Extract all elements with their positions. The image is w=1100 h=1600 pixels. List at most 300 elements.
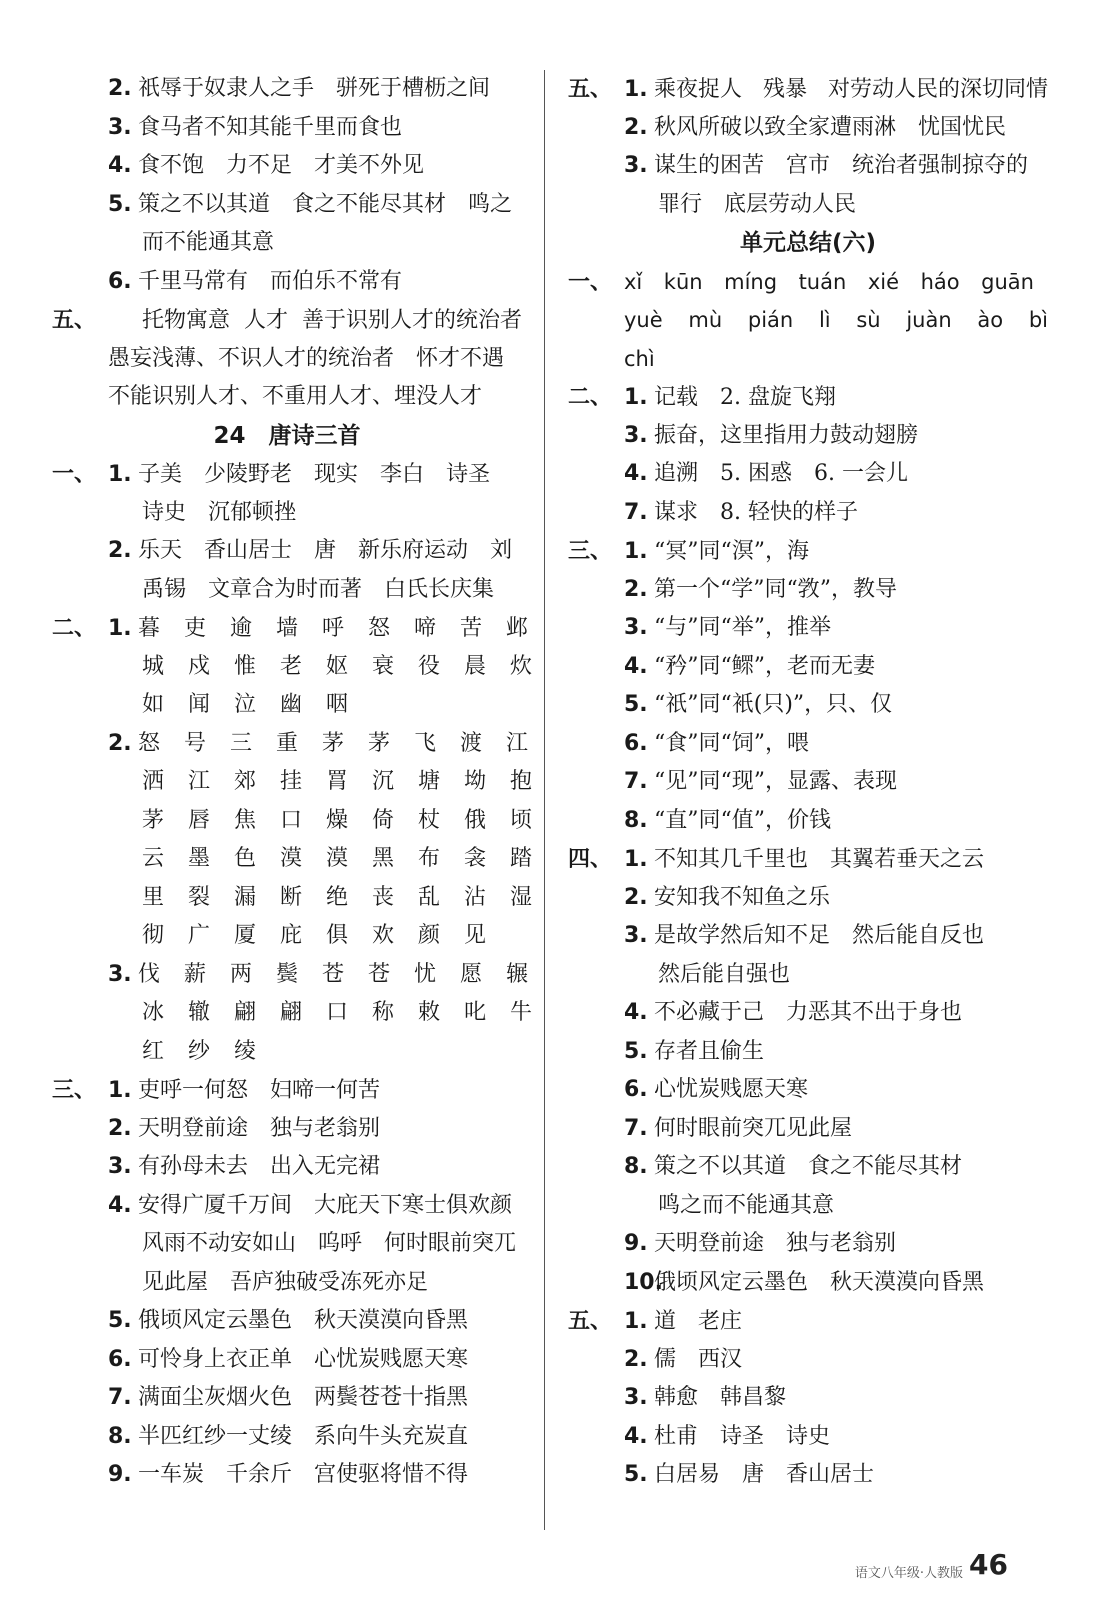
char-cell: 愿: [460, 961, 483, 987]
item-number: 7.: [624, 1115, 648, 1141]
answer-text: 老庄: [698, 1309, 743, 1334]
char-cell: 绫: [234, 1038, 257, 1064]
char-cell: 口: [280, 807, 303, 833]
answer-text: 西汉: [698, 1346, 743, 1372]
answer-text: 2. 盘旋飞翔: [720, 385, 836, 410]
answer-line: [568, 571, 1048, 610]
char-cell: 江: [506, 730, 529, 756]
char-cell: 苍: [322, 961, 345, 987]
pinyin-list: [624, 340, 1048, 379]
answer-text: 5. 困惑: [720, 461, 792, 486]
answer-line: [568, 1225, 1048, 1264]
answer-line: [52, 186, 522, 225]
answer-text: 俄顷风定云墨色: [138, 1308, 293, 1333]
item-number: 7.: [624, 499, 648, 525]
answer-text: 力不足: [226, 153, 293, 178]
answer-text: 何时眼前突兀见此屋: [654, 1115, 853, 1141]
pinyin: xié: [867, 269, 900, 294]
answer-line: [568, 840, 1048, 879]
item-number: 3.: [624, 422, 648, 448]
char-cell: 飞: [414, 730, 437, 756]
char-cell: 衾: [464, 846, 487, 871]
item-number: 3.: [108, 1154, 132, 1179]
char-cell: 布: [418, 846, 441, 871]
char-cell: 里: [142, 884, 165, 910]
item-number: 4.: [108, 1192, 132, 1218]
answer-line: [568, 417, 1048, 456]
char-cell: 忧: [414, 961, 437, 987]
answer-text: 刘: [490, 538, 513, 563]
item-number: 5.: [108, 191, 132, 217]
char-cell: 俄: [464, 807, 487, 833]
answer-text: 第一个“学”同“敩”，教导: [654, 576, 897, 602]
item-number: 2.: [108, 538, 132, 563]
answer-text: 而不能通其意: [142, 230, 275, 255]
answer-line: [52, 263, 522, 302]
answer-text: 风雨不动安如山: [142, 1231, 297, 1256]
char-cell: 洒: [142, 769, 165, 794]
item-number: 1.: [108, 462, 132, 487]
answer-text: 统治者强制掠夺的: [852, 153, 1029, 178]
page-footer: [855, 1548, 1008, 1581]
char-grid: [142, 763, 556, 802]
item-number: 6.: [108, 1346, 132, 1372]
answer-line: [568, 725, 1048, 764]
pinyin: ào: [977, 308, 1004, 332]
answer-text: 天明登前途: [654, 1231, 765, 1256]
answer-text: 沉郁顿挫: [208, 499, 297, 525]
char-cell: 踏: [510, 846, 533, 871]
answer-text: 策之不以其道: [138, 191, 271, 217]
char-cell: 薪: [184, 961, 207, 987]
answer-line: [568, 1302, 1048, 1341]
answer-text: 不能识别人才、不重用人才、埋没人才: [108, 384, 483, 409]
section-label: 一、: [52, 461, 97, 487]
answer-text: 愚妄浅薄、不识人才的统治者: [108, 345, 395, 371]
answer-line: [52, 224, 522, 263]
char-row: [52, 1033, 522, 1072]
answer-text: 心忧炭贱愿天寒: [314, 1346, 469, 1372]
pinyin: juàn: [906, 308, 952, 332]
char-grid: [142, 840, 556, 879]
answer-text: 忧国忧民: [918, 114, 1007, 140]
answer-text: 李白: [380, 462, 425, 487]
char-cell: 广: [188, 923, 211, 948]
char-cell: 怒: [368, 616, 391, 641]
item-number: 6.: [624, 1077, 648, 1102]
answer-line: [568, 455, 1048, 494]
answer-text: 安知我不知鱼之乐: [654, 884, 831, 910]
char-cell: 漠: [280, 846, 303, 871]
answer-text: 两鬓苍苍十指黑: [314, 1385, 469, 1410]
char-grid: [142, 994, 556, 1033]
char-cell: 茅: [322, 730, 345, 756]
answer-line: [568, 147, 1048, 186]
char-row: [52, 763, 533, 802]
answer-text: 一车炭: [138, 1462, 205, 1487]
answer-text: “矜”同“鳏”，老而无妻: [654, 653, 875, 679]
answer-text: 禹锡: [142, 576, 187, 602]
char-grid: [142, 686, 372, 725]
char-cell: 鬓: [276, 961, 299, 987]
pinyin: xǐ: [624, 269, 643, 294]
answer-line: [568, 1456, 1048, 1495]
answer-line: [568, 1033, 1048, 1072]
char-cell: 塘: [418, 769, 441, 794]
pinyin: kūn: [663, 269, 703, 294]
answer-text: 白居易: [654, 1462, 721, 1487]
answer-text: 俄顷风定云墨色: [654, 1269, 809, 1295]
lesson-title: 24 唐诗三首: [213, 422, 361, 449]
char-cell: 云: [142, 846, 165, 871]
left-column: [52, 70, 533, 1495]
char-cell: 沾: [464, 884, 487, 910]
answer-text: 天明登前途: [138, 1115, 249, 1141]
answer-text: 文章合为时而著: [208, 576, 363, 602]
answer-text: 然后能自强也: [658, 961, 791, 987]
answer-text: 唐: [742, 1462, 765, 1487]
answer-text: 妇啼一何苦: [270, 1078, 381, 1103]
answer-line: [568, 686, 1048, 725]
answer-text: 宫市: [786, 153, 831, 178]
item-number: 6.: [108, 268, 132, 294]
pinyin: háo: [920, 269, 960, 294]
item-number: 4.: [624, 1423, 648, 1449]
char-cell: 裂: [188, 884, 211, 910]
item-number: 2.: [108, 76, 132, 101]
char-cell: 叱: [464, 1000, 487, 1025]
char-cell: 炊: [510, 653, 533, 679]
char-cell: 颜: [418, 923, 441, 948]
page-number: 46: [969, 1548, 1008, 1581]
item-number: 3.: [624, 1385, 648, 1410]
answer-line: [568, 802, 1048, 841]
answer-text: 道: [654, 1309, 677, 1334]
pinyin: pián: [747, 308, 794, 332]
item-number: 10.: [624, 1269, 663, 1295]
item-number: 3.: [108, 114, 132, 140]
answer-text: 对劳动人民的深切同情: [827, 77, 1048, 102]
item-number: 2.: [108, 730, 132, 756]
answer-line: [52, 1341, 522, 1380]
char-cell: 黑: [372, 846, 395, 871]
answer-line: [52, 1110, 522, 1149]
char-cell: 漠: [326, 846, 349, 871]
section-label: 四、: [568, 846, 613, 872]
answer-text: 少陵野老: [204, 462, 293, 487]
answer-line: [52, 1456, 522, 1495]
char-cell: 泣: [234, 692, 257, 717]
item-number: 8.: [624, 807, 648, 833]
answer-text: 追溯: [654, 461, 699, 486]
char-cell: 燥: [326, 807, 349, 833]
answer-text: 出入无完裙: [270, 1154, 381, 1179]
answer-text: 记载: [654, 385, 699, 410]
pinyin-row: [568, 301, 1048, 340]
char-grid: [138, 610, 552, 649]
section-label: 三、: [568, 538, 613, 564]
char-grid: [142, 917, 510, 956]
answer-text: 残暴: [762, 77, 807, 102]
section-label: 二、: [52, 615, 97, 641]
char-cell: 江: [188, 769, 211, 794]
item-number: 2.: [624, 576, 648, 602]
item-number: 1.: [624, 385, 648, 410]
answer-text: 鸣之: [468, 191, 513, 217]
pinyin: lì: [818, 308, 831, 332]
answer-text: 香山居士: [786, 1462, 875, 1487]
char-cell: 彻: [142, 923, 165, 948]
answer-text: 食之不能尽其材: [292, 191, 447, 217]
summary-title: 单元总结(六): [739, 230, 877, 256]
answer-text: “与”同“举”，推举: [654, 615, 831, 640]
item-number: 4.: [108, 153, 132, 178]
char-row: [52, 879, 533, 918]
answer-text: 诗圣: [720, 1423, 765, 1449]
item-number: 7.: [624, 769, 648, 794]
char-row: [52, 648, 533, 687]
answer-line: [52, 1264, 522, 1303]
char-cell: 抱: [510, 769, 533, 794]
item-number: 8.: [108, 1423, 132, 1449]
answer-text: 存者且偷生: [654, 1038, 765, 1064]
char-cell: 郊: [234, 769, 257, 794]
answer-line: [568, 917, 1048, 956]
answer-line: [568, 186, 1048, 225]
char-grid: [138, 956, 552, 995]
char-cell: 老: [280, 653, 303, 679]
answer-text: 谋生的困苦: [654, 153, 765, 178]
char-cell: 丧: [372, 884, 395, 910]
char-row: [52, 725, 529, 764]
answer-line: [52, 1379, 522, 1418]
char-row: [52, 802, 533, 841]
answer-text: 而伯乐不常有: [270, 268, 403, 294]
pinyin: tuán: [798, 269, 847, 294]
char-row: [52, 917, 522, 956]
char-cell: 茅: [368, 730, 391, 756]
char-cell: 苍: [368, 961, 391, 987]
answer-line: [52, 1071, 522, 1110]
answer-text: 千余斤: [226, 1462, 293, 1487]
item-number: 3.: [624, 615, 648, 640]
char-cell: 号: [184, 730, 207, 756]
char-cell: 墨: [188, 846, 211, 871]
item-number: 8.: [624, 1154, 648, 1179]
answer-text: “冥”同“溟”，海: [654, 539, 809, 564]
answer-text: 怀才不遇: [416, 345, 505, 371]
answer-text: 杜甫: [654, 1423, 699, 1449]
answer-line: [52, 340, 522, 379]
answer-text: 宫使驱将惜不得: [314, 1462, 469, 1487]
answer-text: 底层劳动人民: [724, 191, 857, 217]
answer-text: 人才: [243, 308, 288, 333]
answer-text: 秋天漠漠向昏黑: [830, 1269, 985, 1295]
char-cell: 绝: [326, 884, 349, 910]
answer-text: 不必藏于己: [654, 1000, 765, 1025]
char-grid: [138, 725, 552, 764]
char-cell: 罥: [326, 769, 349, 794]
right-column: [568, 70, 1048, 1495]
answer-text: 独与老翁别: [270, 1115, 381, 1141]
char-cell: 闻: [188, 692, 211, 717]
char-row: [52, 956, 529, 995]
answer-text: 不知其几千里也: [654, 847, 809, 872]
item-number: 7.: [108, 1385, 132, 1410]
item-number: 1.: [624, 847, 648, 872]
char-cell: 唇: [188, 807, 211, 833]
answer-text: “祇”同“衹(只)”，只、仅: [654, 692, 893, 717]
pinyin: chì: [624, 346, 655, 371]
answer-text: 罪行: [658, 191, 703, 217]
section-label: 二、: [568, 384, 613, 410]
answer-text: 乐天: [138, 538, 183, 563]
answer-line: [568, 532, 1048, 571]
answer-text: 食之不能尽其材: [808, 1154, 963, 1179]
answer-text: 秋天漠漠向昏黑: [314, 1308, 469, 1333]
char-cell: 色: [234, 846, 257, 871]
answer-line: [52, 494, 522, 533]
char-cell: 暮: [138, 616, 161, 641]
char-cell: 辙: [188, 1000, 211, 1025]
answer-text: 吾庐独破受冻死亦足: [230, 1269, 429, 1295]
char-cell: 杖: [418, 807, 441, 833]
answer-text: 诗史: [786, 1423, 831, 1449]
pinyin: bì: [1028, 308, 1048, 332]
item-number: 9.: [624, 1231, 648, 1256]
item-number: 6.: [624, 730, 648, 756]
item-number: 4.: [624, 1000, 648, 1025]
item-number: 2.: [624, 114, 648, 140]
answer-line: [568, 763, 1048, 802]
section-label: 五、: [568, 1308, 613, 1334]
answer-text: 乘夜捉人: [654, 77, 743, 102]
footer-text: 语文八年级·人教版: [854, 1566, 964, 1581]
item-number: 2.: [108, 1115, 132, 1141]
char-cell: 乱: [418, 884, 441, 910]
char-grid: [142, 802, 556, 841]
char-cell: 如: [142, 692, 165, 717]
answer-text: 其翼若垂天之云: [830, 847, 985, 872]
answer-text: 唐: [314, 538, 337, 563]
section-label: 五、: [52, 307, 97, 333]
answer-text: “食”同“饲”，喂: [654, 730, 809, 756]
char-cell: 焦: [234, 807, 257, 833]
char-cell: 三: [230, 730, 253, 756]
answer-text: 然后能自反也: [852, 923, 985, 948]
answer-text: 系向牛头充炭直: [314, 1423, 469, 1449]
char-grid: [142, 1033, 280, 1072]
char-cell: 厦: [234, 923, 257, 948]
answer-text: 何时眼前突兀: [384, 1231, 517, 1256]
char-cell: 幽: [280, 692, 303, 717]
char-grid: [142, 648, 556, 687]
char-cell: 两: [230, 961, 253, 987]
answer-line: [568, 109, 1048, 148]
item-number: 3.: [624, 923, 648, 948]
char-cell: 挂: [280, 769, 303, 794]
answer-line: [568, 378, 1048, 417]
answer-text: 策之不以其道: [654, 1154, 787, 1179]
answer-text: 托物寓意: [142, 308, 231, 333]
answer-line: [568, 494, 1048, 533]
item-number: 5.: [624, 1462, 648, 1487]
answer-text: 新乐府运动: [358, 538, 469, 563]
answer-text: 韩昌黎: [720, 1385, 787, 1410]
answer-text: 力恶其不出于身也: [786, 1000, 963, 1025]
char-cell: 妪: [326, 653, 349, 679]
char-cell: 吏: [184, 616, 207, 641]
answer-line: [52, 301, 522, 340]
char-cell: 怒: [138, 730, 161, 756]
char-cell: 墙: [276, 616, 299, 641]
char-cell: 湿: [510, 884, 533, 910]
answer-text: 骈死于槽枥之间: [336, 76, 491, 101]
char-cell: 渡: [460, 730, 483, 756]
answer-line: [568, 1110, 1048, 1149]
answer-text: 吏呼一何怒: [138, 1078, 249, 1103]
answer-line: [52, 1302, 522, 1341]
answer-text: “见”同“现”，显露、表现: [654, 769, 897, 794]
char-cell: 戍: [188, 653, 211, 679]
char-cell: 称: [372, 1000, 395, 1025]
char-cell: 重: [276, 730, 299, 756]
item-number: 1.: [624, 1309, 648, 1334]
answer-line: [52, 147, 522, 186]
char-cell: 晨: [464, 653, 487, 679]
pinyin-row: [568, 340, 1048, 379]
item-number: 1.: [108, 1078, 132, 1103]
answer-line: [568, 70, 1048, 109]
char-cell: 冰: [142, 1000, 165, 1025]
answer-line: [52, 70, 522, 109]
answer-text: 现实: [314, 462, 359, 487]
char-cell: 沉: [372, 769, 395, 794]
answer-line: [52, 1187, 522, 1226]
char-cell: 城: [142, 653, 165, 679]
answer-text: 独与老翁别: [786, 1231, 897, 1256]
answer-text: 食马者不知其能千里而食也: [138, 114, 403, 140]
item-number: 1.: [108, 616, 132, 641]
pinyin: guān: [981, 269, 1034, 294]
pinyin: mù: [688, 308, 723, 332]
answer-text: 诗史: [142, 499, 187, 525]
answer-text: 是故学然后知不足: [654, 923, 831, 948]
char-cell: 伐: [138, 961, 161, 987]
char-cell: 茅: [142, 807, 165, 833]
answer-line: [568, 994, 1048, 1033]
answer-text: 见此屋: [142, 1269, 209, 1295]
char-cell: 咽: [326, 692, 349, 717]
answer-line: [568, 1418, 1048, 1457]
char-cell: 逾: [230, 616, 253, 641]
answer-text: 6. 一会儿: [814, 461, 908, 486]
char-cell: 倚: [372, 807, 395, 833]
answer-line: [568, 956, 1048, 995]
char-row: [52, 840, 533, 879]
pinyin: sù: [856, 308, 881, 332]
char-cell: 断: [280, 884, 303, 910]
item-number: 5.: [624, 692, 648, 717]
item-number: 5.: [108, 1308, 132, 1333]
char-cell: 啼: [414, 616, 437, 641]
char-cell: 坳: [464, 769, 487, 794]
char-cell: 邺: [506, 616, 529, 641]
item-number: 1.: [624, 77, 648, 102]
char-row: [52, 686, 522, 725]
pinyin: míng: [724, 269, 778, 294]
answer-line: [52, 1148, 522, 1187]
